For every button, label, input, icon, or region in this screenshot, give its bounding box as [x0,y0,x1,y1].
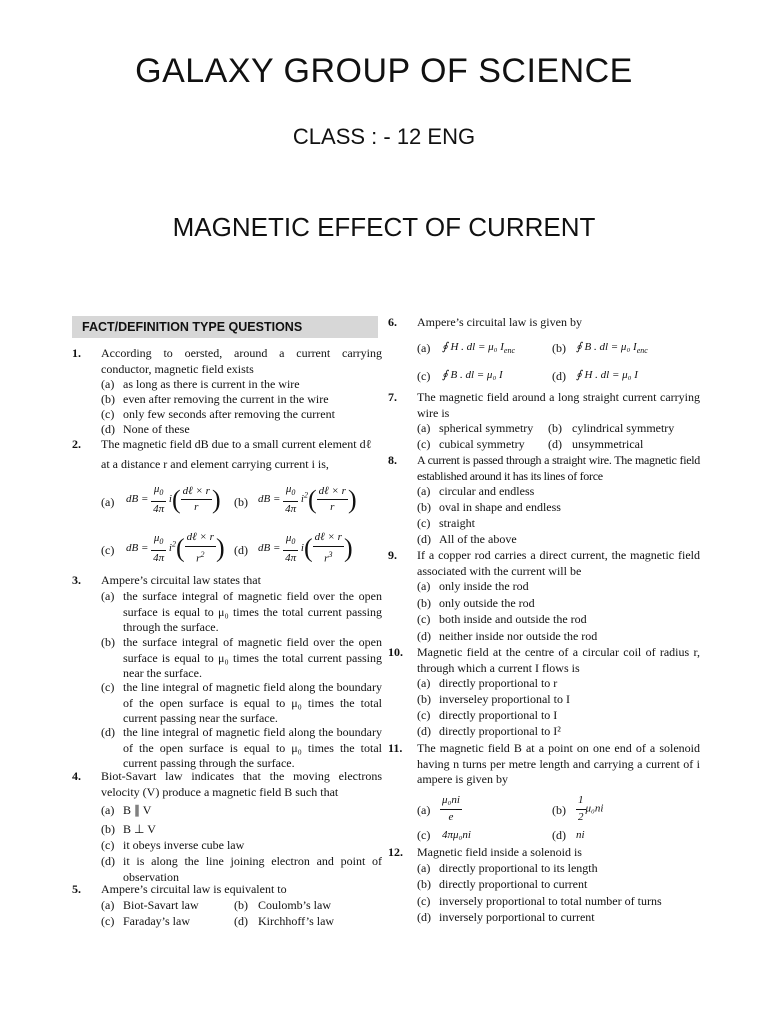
question-text: According to oersted, around a current carrying conductor, magnetic field exists [101,346,382,376]
question-number: 7. [388,390,397,404]
option-b: Coulomb’s law [258,898,332,912]
option-a-formula: ∮ H . dl = μ₀ $I_{enc}$ [442,341,516,356]
question-text: Magnetic field inside a solenoid is [417,845,582,859]
option-label: (c) [101,407,115,421]
option-a-formula: $\frac{\text{μ₀ni}}{e}$ [442,794,460,823]
question-text: Ampere’s circuital law is equivalent to [101,882,287,896]
option-b-formula: ∮ B . dl = μ₀ $I_{enc}$ [576,341,648,356]
option-label: (c) [101,914,115,928]
option-d: inversely porportional to current [439,910,595,924]
option-b: oval in shape and endless [439,500,561,514]
option-a: directly proportional to its length [439,861,598,875]
option-label: (b) [101,635,115,649]
option-a: only inside the rod [439,579,529,593]
question-number: 5. [72,882,81,896]
option-label: (a) [417,484,431,498]
option-c: cubical symmetry [439,437,525,451]
question-text: Ampere’s circuital law states that [101,573,261,587]
question-number: 9. [388,548,397,562]
option-a: spherical symmetry [439,421,534,435]
option-label: (c) [417,437,431,451]
option-label: (a) [417,579,431,593]
question-number: 11. [388,741,403,755]
question-text: Magnetic field at the centre of a circular coil of radius r, through which a current I flows is [417,645,700,675]
option-d-formula: ∮ H . dl = μ₀ I [576,369,638,381]
option-b: even after removing the current in the wire [123,392,329,406]
option-label: (c) [417,369,431,383]
option-b: only outside the rod [439,596,535,610]
section-heading: FACT/DEFINITION TYPE QUESTIONS [72,316,378,338]
option-b: directly proportional to current [439,877,588,891]
option-label: (c) [417,612,431,626]
option-label: (b) [552,341,566,355]
option-label: (b) [234,495,248,509]
option-label: (b) [548,421,562,435]
option-a: as long as there is current in the wire [123,377,300,391]
option-b: B ⊥ V [123,822,156,836]
question-text: A current is passed through a straight wire. The magnetic field established around it has its lines of force [417,453,700,483]
question-text: The magnetic field around a long straight current carrying wire is [417,390,700,420]
question-number: 3. [72,573,81,587]
option-label: (d) [234,914,248,928]
option-c-formula: dB = $\frac{\mu_0}{4\pi}$ $i^2$( $\frac{\text{dℓ × r}}{r^2}$ ) [126,531,225,565]
option-label: (a) [417,861,431,875]
option-label: (d) [417,629,431,643]
option-b-formula: $\frac{1}{2}$ μ₀ni [578,794,604,823]
option-label: (c) [417,894,431,908]
option-label: (a) [101,803,115,817]
option-d: the line integral of magnetic field along the boundary of the open surface is equal to μ₀ times the total current passing through the surface. [123,725,382,771]
option-d: it is along the line joining electron and point of observation [123,854,382,884]
option-d: Kirchhoff’s law [258,914,335,928]
option-label: (d) [101,725,115,739]
question-number: 1. [72,346,81,360]
option-label: (a) [417,803,431,817]
option-c: straight [439,516,475,530]
option-a: Biot-Savart law [123,898,199,912]
option-label: (b) [101,822,115,836]
question-text: Biot-Savart law indicates that the moving electrons velocity (V) produce a magnetic field B such that [101,769,382,799]
option-d: None of these [123,422,190,436]
option-label: (c) [417,708,431,722]
question-text-line2: at a distance r and element carrying current i is, [101,457,329,471]
option-c: directly proportional to I [439,708,558,722]
option-d: neither inside nor outside the rod [439,629,598,643]
question-number: 10. [388,645,403,659]
option-d: directly proportional to I² [439,724,561,738]
option-a: directly proportional to r [439,676,558,690]
option-c-formula: ∮ B . dl = μ₀ I [442,369,503,381]
chapter-title: MAGNETIC EFFECT OF CURRENT [172,212,596,242]
option-label: (c) [101,680,115,694]
option-c: both inside and outside the rod [439,612,587,626]
option-label: (a) [417,676,431,690]
option-label: (d) [417,532,431,546]
option-label: (a) [101,898,115,912]
option-c: inversely proportional to total number of turns [439,894,662,908]
option-d-formula: dB = $\frac{\mu_0}{4\pi}$ i( $\frac{\text{dℓ × r}}{r^3}$ ) [258,531,353,565]
option-a: the surface integral of magnetic field over the open surface is equal to μ₀ times the total current passing through the surface. [123,589,382,635]
option-label: (d) [552,369,566,383]
option-label: (a) [101,589,115,603]
option-b-formula: dB = $\frac{\mu_0}{4\pi}$ $i^2$( $\frac{\text{dℓ × r}}{r}$ ) [258,483,357,515]
option-c: it obeys inverse cube law [123,838,245,852]
question-number: 12. [388,845,403,859]
question-text: The magnetic field B at a point on one end of a solenoid having n turns per metre length and carrying a current of i ampere is given by [417,741,700,787]
option-label: (c) [101,838,115,852]
question-text: Ampere’s circuital law is given by [417,315,582,329]
option-label: (d) [548,437,562,451]
option-label: (a) [417,421,431,435]
option-b: cylindrical symmetry [572,421,675,435]
option-label: (b) [417,500,431,514]
option-b: the surface integral of magnetic field over the open surface is equal to μ₀ times the total current passing near the surface. [123,635,382,681]
question-text: If a copper rod carries a direct current, the magnetic field associated with the current will be [417,548,700,578]
option-label: (c) [417,516,431,530]
question-number: 6. [388,315,397,329]
option-a: circular and endless [439,484,535,498]
option-label: (a) [417,341,431,355]
option-label: (a) [101,495,115,509]
option-label: (d) [552,828,566,842]
question-number: 2. [72,437,81,451]
option-c-formula: 4πμ₀ni [442,829,471,841]
option-c: only few seconds after removing the current [123,407,335,421]
option-d: unsymmetrical [572,437,644,451]
option-label: (c) [417,828,431,842]
option-label: (b) [417,692,431,706]
question-number: 8. [388,453,397,467]
document-title: GALAXY GROUP OF SCIENCE [135,52,633,90]
option-c: the line integral of magnetic field along the boundary of the open surface is equal to μ₀ times the total current passing near the surface. [123,680,382,726]
class-line: CLASS : - 12 ENG [292,124,476,149]
option-b: inverseley proportional to I [439,692,570,706]
option-label: (d) [101,854,115,868]
option-label: (d) [417,910,431,924]
option-label: (b) [234,898,248,912]
option-a-formula: dB = $\frac{\mu_0}{4\pi}$ i( $\frac{\text{dℓ × r}}{r}$ ) [126,483,221,515]
option-label: (d) [101,422,115,436]
option-label: (d) [234,543,248,557]
option-label: (c) [101,543,115,557]
option-c: Faraday’s law [123,914,190,928]
question-text: The magnetic field dB due to a small current element dℓ [101,437,372,451]
option-d-formula: ni [576,829,585,841]
option-label: (b) [417,596,431,610]
option-a: B ∥ V [123,803,152,817]
question-number: 4. [72,769,81,783]
option-label: (a) [101,377,115,391]
option-label: (b) [552,803,566,817]
option-label: (b) [417,877,431,891]
option-label: (d) [417,724,431,738]
option-label: (b) [101,392,115,406]
option-d: All of the above [439,532,517,546]
